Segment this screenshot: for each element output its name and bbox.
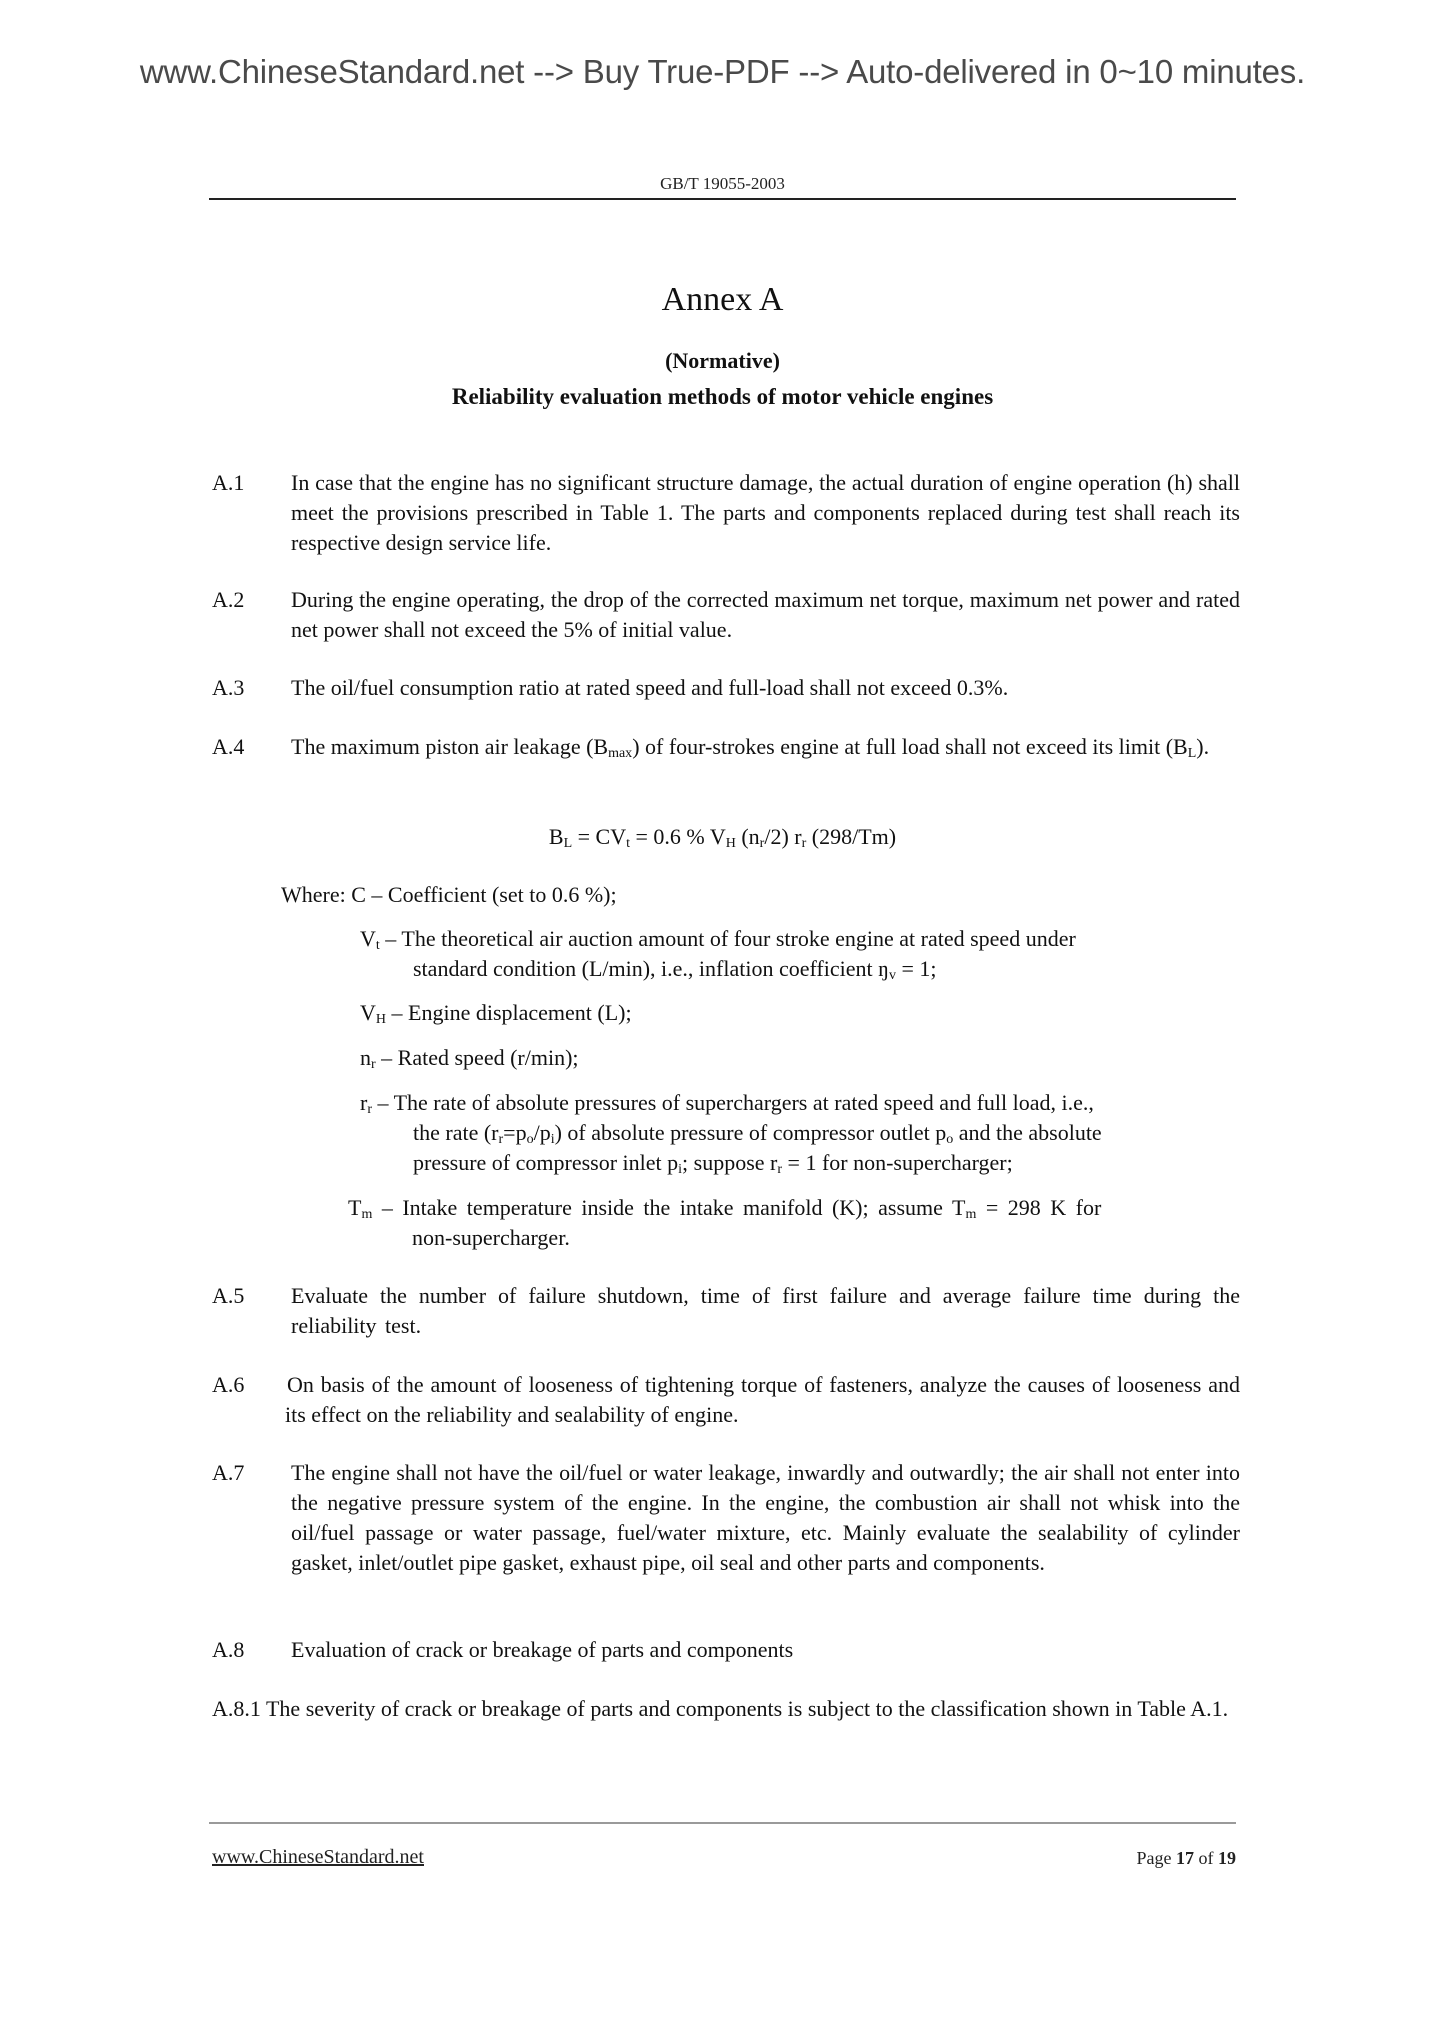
definition-vt: $V_t$ – The theoretical air auction amount of four stroke engine at rated speed under standard condition (L/min), i.e., inflation coefficient $ŋ_v = 1$;: [360, 926, 1076, 983]
clause-a6: [212, 1370, 1240, 1430]
where-label: Where: C – Coefficient (set to 0.6 %);: [281, 882, 617, 907]
clause-text: The oil/fuel consumption ratio at rated speed and full-load shall not exceed 0.3%.: [291, 675, 1009, 700]
clause-number: A.2: [212, 587, 245, 612]
total-pages: 19: [1218, 1848, 1236, 1868]
footer-divider: [209, 1822, 1236, 1824]
clause-number: A.4: [212, 734, 245, 759]
clause-a4: [212, 732, 1240, 762]
clause-number: A.5: [212, 1283, 245, 1308]
clause-number: A.1: [212, 470, 245, 495]
clause-text: On basis of the amount of looseness of tightening torque of fasteners, analyze the causes of looseness and its effect on the reliability and sealability of engine.: [285, 1372, 1240, 1427]
clause-number: A.3: [212, 675, 245, 700]
clause-a3: [212, 673, 1240, 703]
header-divider: [209, 198, 1236, 200]
clause-a1: [212, 468, 1240, 558]
clause-text: In case that the engine has no significant structure damage, the actual duration of engine operation (h) shall meet the provisions prescribed in Table 1. The parts and components replaced during test shall reach its respective design service life.: [291, 470, 1240, 555]
clause-number: A.6: [212, 1372, 245, 1397]
clause-number: A.8: [212, 1637, 245, 1662]
footer-website-link[interactable]: www.ChineseStandard.net: [212, 1846, 424, 1868]
air-leakage-formula: $B_L = CV_t = 0.6$ % $V_H$ $(n_r/2)$ $r_r$ (298/Tm): [548, 824, 897, 851]
page-indicator: Page 17 of 19: [1136, 1848, 1236, 1868]
definition-nr: $n_r$ – Rated speed (r/min);: [360, 1045, 579, 1072]
standard-number-header: GB/T 19055-2003: [660, 174, 785, 193]
clause-text: Evaluation of crack or breakage of parts and components: [291, 1637, 794, 1662]
clause-text: The engine shall not have the oil/fuel or water leakage, inwardly and outwardly; the air shall not enter into the negative pressure system of the engine. In the engine, the combustion air shall not whisk into the oil/fuel passage or water passage, fuel/water mixture, etc. Mainly evaluate the sealability of cylinder gasket, inlet/outlet pipe gasket, exhaust pipe, oil seal and other parts and components.: [291, 1460, 1240, 1575]
annex-type: (Normative): [665, 348, 780, 373]
clause-a2: [212, 585, 1240, 645]
clause-a8: [212, 1635, 1240, 1665]
clause-text: During the engine operating, the drop of the corrected maximum net torque, maximum net power and rated net power shall not exceed the 5% of initial value.: [291, 587, 1240, 642]
clause-number: A.7: [212, 1460, 245, 1485]
definition-vh: $V_H$ – Engine displacement (L);: [360, 1000, 632, 1027]
annex-subtitle: Reliability evaluation methods of motor vehicle engines: [451, 384, 994, 409]
clause-a7: [212, 1458, 1240, 1578]
annex-title: Annex A: [661, 281, 784, 318]
current-page: 17: [1176, 1848, 1194, 1868]
clause-text: Evaluate the number of failure shutdown, time of first failure and average failure time during the reliability test.: [291, 1283, 1240, 1338]
clause-a5: [212, 1281, 1240, 1341]
clause-text: The maximum piston air leakage $(B_{max})$ of four-strokes engine at full load shall not exceed its limit $(B_L)$.: [291, 734, 1210, 761]
subclause-a8-1: A.8.1 The severity of crack or breakage of parts and components is subject to the classification shown in Table A.1.: [212, 1696, 1229, 1721]
definition-rr: $r_r$ – The rate of absolute pressures of superchargers at rated speed and full load, i.e., the rate $(r_r=p_o/p_i)$ of absolute pressure of compressor outlet $p_o$ and the absolute pressure of compressor inlet $p_i$; suppose $r_r = 1$ for non-supercharger;: [360, 1090, 1102, 1177]
definition-tm: $T_m$ – Intake temperature inside the intake manifold (K); assume $T_m = 298$ K for non-supercharger.: [348, 1195, 1102, 1250]
promo-banner: www.ChineseStandard.net --> Buy True-PDF --> Auto-delivered in 0~10 minutes.: [139, 53, 1306, 90]
